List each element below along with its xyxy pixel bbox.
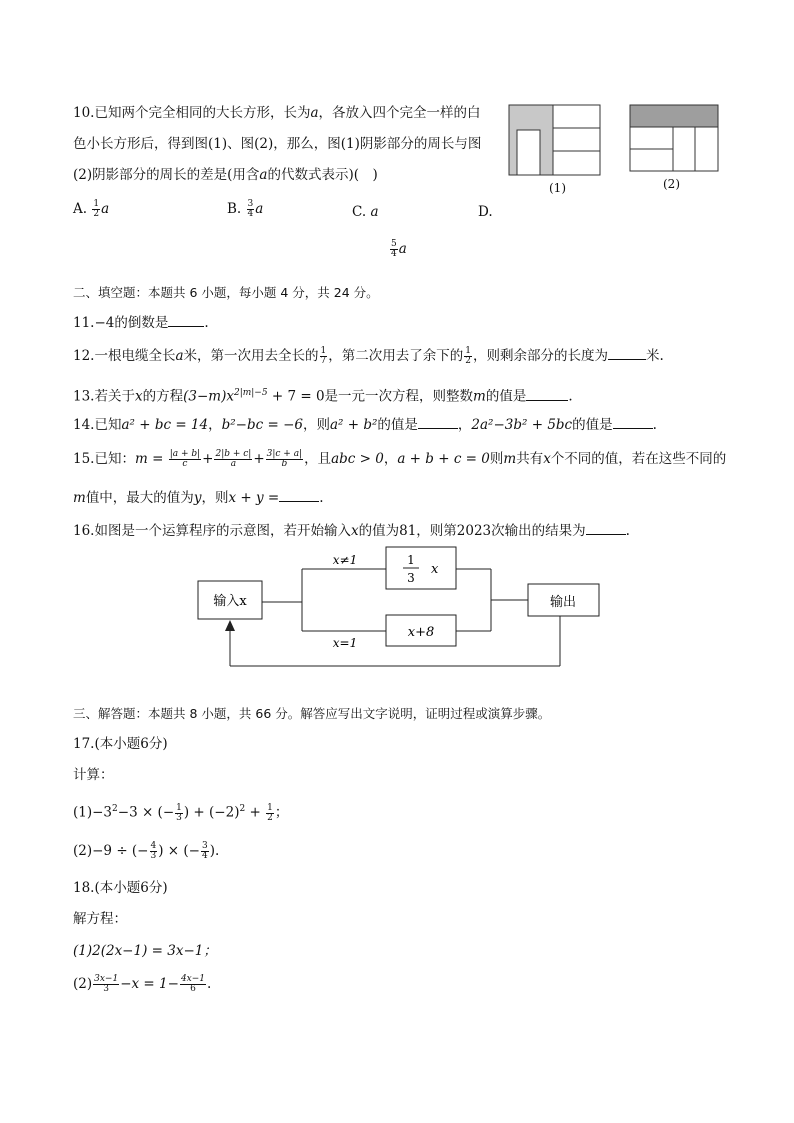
figure-1-label: (1) bbox=[549, 181, 566, 195]
option-d: D. bbox=[478, 204, 493, 220]
q17-part2: (2)−9 ÷ (− $\frac{4}{3}$ ) × (− $\frac{3}{4}$ ). bbox=[73, 841, 220, 861]
q10-line3: (2)阴影部分的周长的差是(用含a的代数式表示)( ) bbox=[73, 167, 378, 183]
q14-blank-1 bbox=[418, 415, 458, 429]
q11-blank bbox=[168, 313, 204, 327]
option-a: A. $\frac{1}{2}$ a bbox=[73, 199, 110, 219]
flow-op-bottom: x+8 bbox=[407, 625, 435, 640]
q15-line2: m值中，最大的值为y，则x + y = . bbox=[73, 490, 324, 506]
q12-blank bbox=[608, 346, 646, 360]
option-c: C. a bbox=[352, 204, 379, 220]
q16: 16.如图是一个运算程序的示意图，若开始输入x的值为81，则第2023次输出的结果为 . bbox=[73, 523, 630, 539]
flow-input-label: 输入x bbox=[213, 594, 247, 609]
figure-2-label: (2) bbox=[663, 177, 680, 191]
q10-line2: 色小长方形后，得到图(1)、图(2)，那么，图(1)阴影部分的周长与图 bbox=[73, 136, 482, 152]
q15-line1: 15.已知：m = $\frac{|a + b|}{c}$ + $\frac{2|b + c|}{a}$ + $\frac{3|c + a|}{b}$ ，且abc > 0，a + b + c = 0则m共有x个不同的值，若在这些不同的 bbox=[73, 449, 727, 469]
q14-blank-2 bbox=[613, 415, 653, 429]
q18-title: 18.(本小题6分) bbox=[73, 880, 168, 896]
q18-instr: 解方程： bbox=[73, 911, 127, 927]
q13-blank bbox=[526, 387, 568, 401]
flow-op-top-num: 1 bbox=[407, 553, 415, 567]
figure-1 bbox=[508, 104, 603, 178]
q14: 14.已知a² + bc = 14，b²−bc = −6，则a² + b²的值是 ，2a²−3b² + 5bc的值是 . bbox=[73, 417, 657, 433]
option-b: B. $\frac{3}{4}$ a bbox=[227, 199, 264, 219]
figure-2 bbox=[629, 104, 721, 174]
q17-title: 17.(本小题6分) bbox=[73, 736, 168, 752]
q18-part2: (2) $\frac{3x-1}{3}$ −x = 1− $\frac{4x-1}{6}$ . bbox=[73, 974, 212, 994]
flow-output-label: 输出 bbox=[549, 595, 577, 610]
q12: 12.一根电缆全长a米，第一次用去全长的 $\frac{1}{7}$ ，第二次用去了余下的 $\frac{1}{2}$ ，则剩余部分的长度为 米. bbox=[73, 346, 664, 366]
flow-cond-bottom: x=1 bbox=[332, 636, 358, 650]
q17-part1: $(1)-3^2-3$ × (− $\frac{1}{3}$ ) + $(-2)^2$ + $\frac{1}{2}$ ； bbox=[73, 802, 289, 823]
flow-op-top-var: x bbox=[431, 562, 439, 577]
flow-cond-top: x≠1 bbox=[332, 553, 358, 567]
flow-op-top-den: 3 bbox=[407, 571, 415, 585]
q17-instr: 计算： bbox=[73, 767, 114, 783]
section-2-heading: 二、填空题：本题共 6 小题，每小题 4 分，共 24 分。 bbox=[73, 285, 379, 300]
q16-blank bbox=[586, 521, 626, 535]
q10-line1: 10.已知两个完全相同的大长方形，长为a，各放入四个完全一样的白 bbox=[73, 105, 481, 121]
q15-blank bbox=[279, 488, 319, 502]
q11: 11.−4的倒数是 . bbox=[73, 315, 209, 331]
q18-part1: (1)2(2x−1) = 3x−1； bbox=[73, 943, 217, 959]
section-3-heading: 三、解答题：本题共 8 小题，共 66 分。解答应写出文字说明，证明过程或演算步骤。 bbox=[73, 706, 551, 721]
flowchart bbox=[190, 540, 610, 672]
q13: 13.若关于x的方程$(3-m)x^{2|m|-5} + 7 = 0$是一元一次方程，则整数m的值是 . bbox=[73, 388, 573, 405]
option-d-value: $\frac{5}{4}$ a bbox=[391, 239, 407, 259]
